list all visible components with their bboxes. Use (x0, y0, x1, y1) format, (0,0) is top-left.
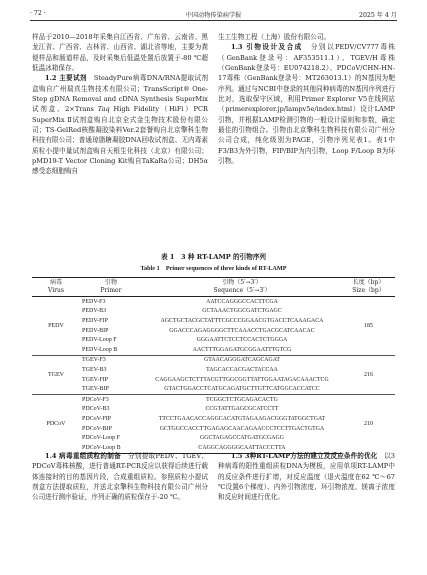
sequence-cell: GGCTAGAGCCATGATGCGAGG (200, 435, 284, 442)
primer-name-cell: PDCoV-Loop B (80, 443, 142, 453)
journal-name: 中国动物传染病学报 (185, 12, 242, 19)
left-column-top (32, 32, 208, 177)
primer-design-paragraph (218, 42, 395, 166)
virus-cell: PEDV (48, 322, 64, 329)
sequence-cell: TTCCTGAACACCAGGCACATGTAGAAGACGGGTATGGCTGAT (158, 415, 326, 422)
table-head-row-en (32, 287, 395, 297)
head-len-cn: 长度（bp） (342, 278, 395, 288)
primer-name-cell: TGEV-BIP (82, 386, 109, 393)
right-column-top (218, 32, 395, 166)
head-seq-cn: 引物（5′→3′） (142, 278, 342, 288)
primer-name-cell: PDCoV-Loop F (82, 435, 120, 442)
page-number: · 72 · (30, 10, 46, 17)
primer-name-cell: PDCoV-B3 (82, 406, 110, 413)
sequence-cell: GGGAATTCTCCTCCACTCTGGGA (196, 337, 288, 344)
table-row (32, 414, 395, 424)
length-cell: 210 (342, 394, 395, 453)
table-row (32, 297, 395, 307)
sequence-cell: AATCCAGGGCCACTTCGA (206, 298, 278, 305)
sample-paragraph: 样品于2010—2018年采集自江西省、广东省、云南省、黑龙江省、广西省、吉林省、山西省、湖北省等地，主要为粪便样品和肠道样品，及时采集后低温处置后放置于-80 ℃超低温冰箱保存。 (32, 33, 208, 73)
optimization-paragraph (218, 451, 395, 503)
primer-table-body (32, 297, 395, 454)
sequence-cell: TCGGCTCTGCAGACACTG (142, 394, 342, 404)
right-column-bottom (218, 451, 395, 503)
head-len-en: Size（bp） (342, 287, 395, 297)
table-row (32, 405, 395, 415)
reagents-paragraph (32, 73, 208, 176)
sequence-cell: GTACTGGACCTCATGCAGATGCTTGTTCATGGCACCATCC (164, 386, 320, 393)
issue-date: 2025 年 4 月 (359, 12, 397, 19)
table-caption-cn: 表 1 3 种 RT-LAMP 的引物序列 (160, 253, 267, 261)
primer-name-cell: PEDV-BIP (82, 327, 109, 334)
table-row (32, 355, 395, 365)
table-row (32, 335, 395, 345)
table-row (32, 433, 395, 443)
reagents-text-a: SteadyPure病毒DNA/RNA提取试剂盒购自广州瑞真生物技术有限公司；TransScript® One-Step gDNA Removal and cDNA Synthesis SuperMix试剂盒、2×Trans (32, 74, 208, 114)
sequence-cell: AACTTTGGAGATGCGGAATTTGTCG (192, 346, 292, 353)
sequence-cell: AGCTGCTACGCTATTTCGCCCGGAACGTGACCTCAAAGACA (160, 317, 324, 324)
primer-name-cell: PEDV-F3 (82, 298, 106, 305)
table-row (32, 316, 395, 326)
table-row (32, 345, 395, 355)
sequence-cell: GTAACAGGGATCAGCAGAT (142, 355, 342, 365)
plasmid-paragraph (32, 451, 208, 503)
section-1-2-heading: 1.2 主要试剂 (45, 74, 87, 83)
sequence-cell: TAGCACCACGACTACCAA (206, 366, 278, 373)
table-row (32, 307, 395, 317)
plasmid-text: 分别提取PEDV、TGEV、PDCoV毒株核酸，进行普通RT-PCR反应以获得后续进行载体连接时的目的基因片段，合成重组质粒。参照质粒小提试剂盒方法提取质粒，并送北京擎科生物科技有限公司广州分公司进行测序验证，序列正确的质粒保存于-20 ℃。 (32, 452, 208, 502)
primer-table (32, 277, 395, 454)
head-virus-en: Virus (32, 287, 80, 297)
length-cell: 216 (342, 355, 395, 394)
primer-name-cell: PEDV-B3 (82, 308, 107, 315)
reagents-continued: 生工生物工程（上海）股份有限公司。 (218, 33, 331, 41)
primer-design-text: 分别以PEDV/CV777毒株（GenBank登录号：AF353511.1）、TGEV/H毒株（GenBank登录号：EU074218.2）、PDCoV/CHN-HN-17毒株（GenBank登录号：MT263013.1）的N基因为靶序列。通过与NCBI中登录的其他同种病毒的N基因序列进行比对，选取保守区域，利用Primer Explorer V5在线网站（primerexplorer.jp/lampv5e/index.html）设计LAMP引物，并根据LAMP检测引物的一般设计原则和参数，确定最佳的引物组合。引物由北京擎科生物科技有限公司广州分公司合成，纯化级别为PAGE，引物序列见表1。表1中F3/B3为外引物，FIP/BIP为内引物，Loop F/Loop B为环引物。 (218, 43, 396, 166)
primer-name-cell: PDCoV-FIP (82, 415, 112, 422)
sequence-cell: CAGGCAGGGGCAATTACCCTTA (142, 443, 342, 453)
sequence-cell: CCGTATTGAGCGCATCCTT (205, 406, 279, 413)
length-cell: 185 (364, 322, 373, 329)
table-caption-en: Table 1 Primer sequences of three kinds of RT-LAMP (140, 265, 287, 272)
primer-name-cell: TGEV-FIP (82, 376, 109, 383)
primer-name-cell: TGEV-F3 (80, 355, 142, 365)
reagents-taq: Taq (97, 105, 110, 114)
primer-name-cell: PEDV-FIP (82, 317, 108, 324)
table-row (32, 384, 395, 394)
virus-cell: TGEV (32, 355, 80, 394)
table-row (32, 424, 395, 434)
sequence-cell: CAGGAAGCTCTTTACGTTGGCGGTTATTGGAATAGACAAACTCG (155, 376, 329, 383)
head-primer-cn: 引物 (80, 278, 142, 288)
section-1-5-heading: 1.5 3种RT-LAMP方法的建立及反应条件的优化 (231, 452, 378, 460)
optimization-text: 以3种病毒的阳性重组质粒DNA为模板，应用单项RT-LAMP中的反应条件进行扩增，对反应温度（退火温度在62 ℃～67 ℃设置6个梯度）、内外引物浓度、环引物浓度、镁离子浓度和反应时间进行优化。 (218, 452, 396, 502)
primer-name-cell: PEDV-Loop F (82, 337, 117, 344)
sequence-cell: GCTAAACTGGCGATCTGAGC (202, 308, 282, 315)
table-row (32, 394, 395, 404)
head-seq-en: Sequence（5′→3′） (142, 287, 342, 297)
section-1-3-heading: 1.3 引物设计及合成 (231, 43, 303, 52)
table-row (32, 365, 395, 375)
primer-name-cell: PDCoV-BIP (82, 425, 112, 432)
reagents-text-b: High Fidelity（HiFi）PCR SuperMix Ⅱ试剂盒购自北京全式金生物技术股份有限公司；TS-GelRed核酸凝胶染料Ver.2套餐购自北京擎科生物科技有限公司；普通琼脂糖凝胶DNA回收试剂盒、无内毒素质粒小提中量试剂盒购自天根生化科技（北京）有限公司；pMD19-T Vector Cloning Kit购自TaKaRa公司；DH5α感受态细胞购自 (32, 105, 208, 176)
sequence-cell: GCTGGCCACCTTGAGAGCAACAGAACCCTCCTTGACTGTGA (159, 425, 325, 432)
virus-cell: PDCoV (32, 394, 80, 453)
primer-name-cell: PDCoV-F3 (80, 394, 142, 404)
table-row (32, 326, 395, 336)
table-head-row-cn (32, 278, 395, 288)
left-column-bottom (32, 451, 208, 503)
running-header (30, 8, 397, 21)
table-row (32, 375, 395, 385)
primer-name-cell: TGEV-B3 (82, 366, 107, 373)
head-virus-cn: 病毒 (32, 278, 80, 288)
sequence-cell: GGACCCAGAGGGGCTTCAAACCTGACGCATCAACAC (169, 327, 315, 334)
primer-name-cell: PEDV-Loop B (82, 346, 118, 353)
head-primer-en: Primer (80, 287, 142, 297)
section-1-4-heading: 1.4 病毒重组质粒的制备 (45, 452, 122, 460)
